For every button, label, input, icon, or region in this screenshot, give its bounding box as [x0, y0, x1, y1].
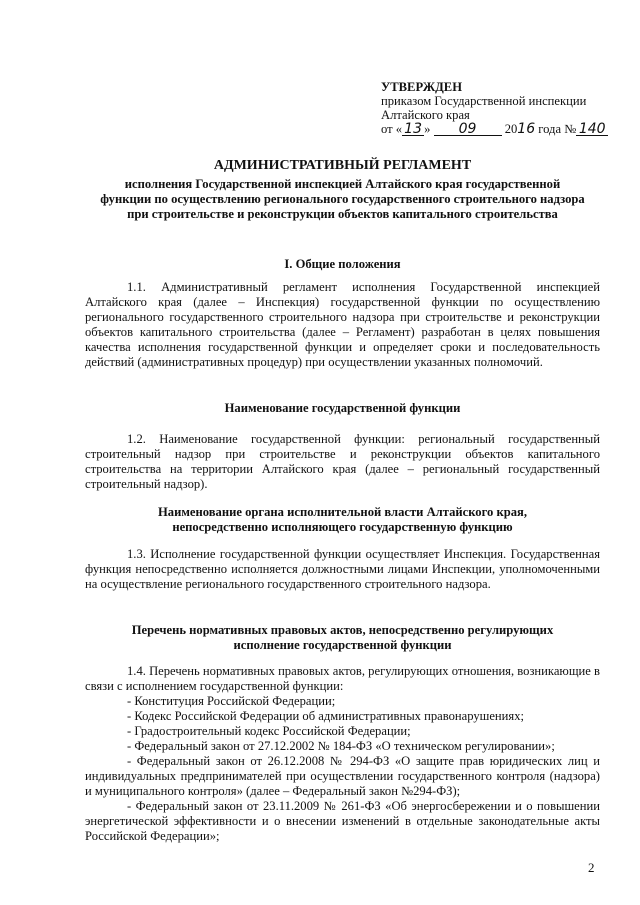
approval-date-line: [381, 122, 621, 136]
approval-heading: УТВЕРЖДЕН: [381, 80, 463, 94]
paragraph-1-4: [85, 664, 600, 844]
heading-legal-acts-line1: Перечень нормативных правовых актов, непосредственно регулирующих: [131, 623, 554, 637]
approval-order-line: приказом Государственной инспекции: [381, 94, 587, 108]
paragraph-1-2-text: 1.2. Наименование государственной функции: региональный государственный строительный надзор при строительстве и реконструкции объектов капитального строительства на территории Алтайского края (далее – региональный государственный строительный надзор).: [85, 432, 600, 491]
paragraph-1-3: [85, 547, 600, 592]
title-line-4: при строительстве и реконструкции объектов капитального строительства: [127, 207, 558, 221]
heading-executive-body-line2: непосредственно исполняющего государственную функцию: [172, 520, 513, 534]
paragraph-1-1: [85, 280, 600, 370]
paragraph-1-2: [85, 432, 600, 492]
date-mid: »: [424, 122, 431, 136]
paragraph-1-3-text: 1.3. Исполнение государственной функции осуществляет Инспекция. Государственная функция непосредственно исполняется должностными лицами Инспекции, уполномоченными на осуществление регионального государственного строительного надзора.: [85, 547, 600, 591]
approval-day: 13: [402, 123, 424, 136]
heading-function-name: Наименование государственной функции: [224, 401, 461, 415]
title-line-2: исполнения Государственной инспекцией Алтайского края государственной: [124, 177, 561, 191]
heading-executive-body-line1: Наименование органа исполнительной власти Алтайского края,: [158, 505, 527, 519]
legal-acts-list: [85, 694, 600, 844]
paragraph-1-1-text: 1.1. Административный регламент исполнения Государственной инспекцией Алтайского края (далее – Инспекция) государственной функции по осуществлению регионального государственного строительного надзора при строительстве и реконструкции объектов капитального строительства (далее – Регламент) разработан в целях повышения качества исполнения государственной функции и определяет сроки и последовательность действий (административных процедур) при осуществлении указанных полномочий.: [85, 280, 600, 369]
heading-legal-acts-line2: исполнение государственной функции: [233, 638, 452, 652]
approval-block: [381, 80, 621, 136]
date-prefix: от «: [381, 122, 403, 136]
approval-month: 09: [434, 123, 502, 136]
heading-executive-body: [85, 505, 600, 535]
approval-number: 140: [576, 123, 608, 136]
title-line-3: функции по осуществлению регионального государственного строительного надзора: [100, 192, 585, 206]
year-prefix: 20: [504, 122, 518, 136]
list-item: - Градостроительный кодекс Российской Федерации;: [127, 724, 411, 738]
title-main: АДМИНИСТРАТИВНЫЙ РЕГЛАМЕНТ: [213, 158, 472, 173]
list-item: - Федеральный закон от 27.12.2002 № 184-ФЗ «О техническом регулировании»;: [127, 739, 555, 753]
approval-year: 16: [517, 121, 536, 137]
page-number: 2: [588, 860, 595, 875]
list-item: - Федеральный закон от 26.12.2008 № 294-ФЗ «О защите прав юридических лиц и индивидуальных предпринимателей при осуществлении государственного контроля (надзора) и муниципального контроля» (далее – Федеральный закон №294-ФЗ);: [85, 754, 600, 798]
list-item: - Конституция Российской Федерации;: [127, 694, 336, 708]
section-heading-general: I. Общие положения: [284, 257, 401, 271]
list-item: - Федеральный закон от 23.11.2009 № 261-ФЗ «Об энергосбережении и о повышении энергетической эффективности и о внесении изменений в отдельные законодательные акты Российской Федерации»;: [85, 799, 600, 843]
document-title: [85, 158, 600, 222]
paragraph-1-4-text: 1.4. Перечень нормативных правовых актов, регулирующих отношения, возникающие в связи с исполнением государственной функции:: [85, 664, 600, 693]
approval-region-line: Алтайского края: [381, 108, 470, 122]
list-item: - Кодекс Российской Федерации об административных правонарушениях;: [127, 709, 525, 723]
year-label: года №: [535, 122, 577, 136]
heading-legal-acts: [85, 623, 600, 653]
